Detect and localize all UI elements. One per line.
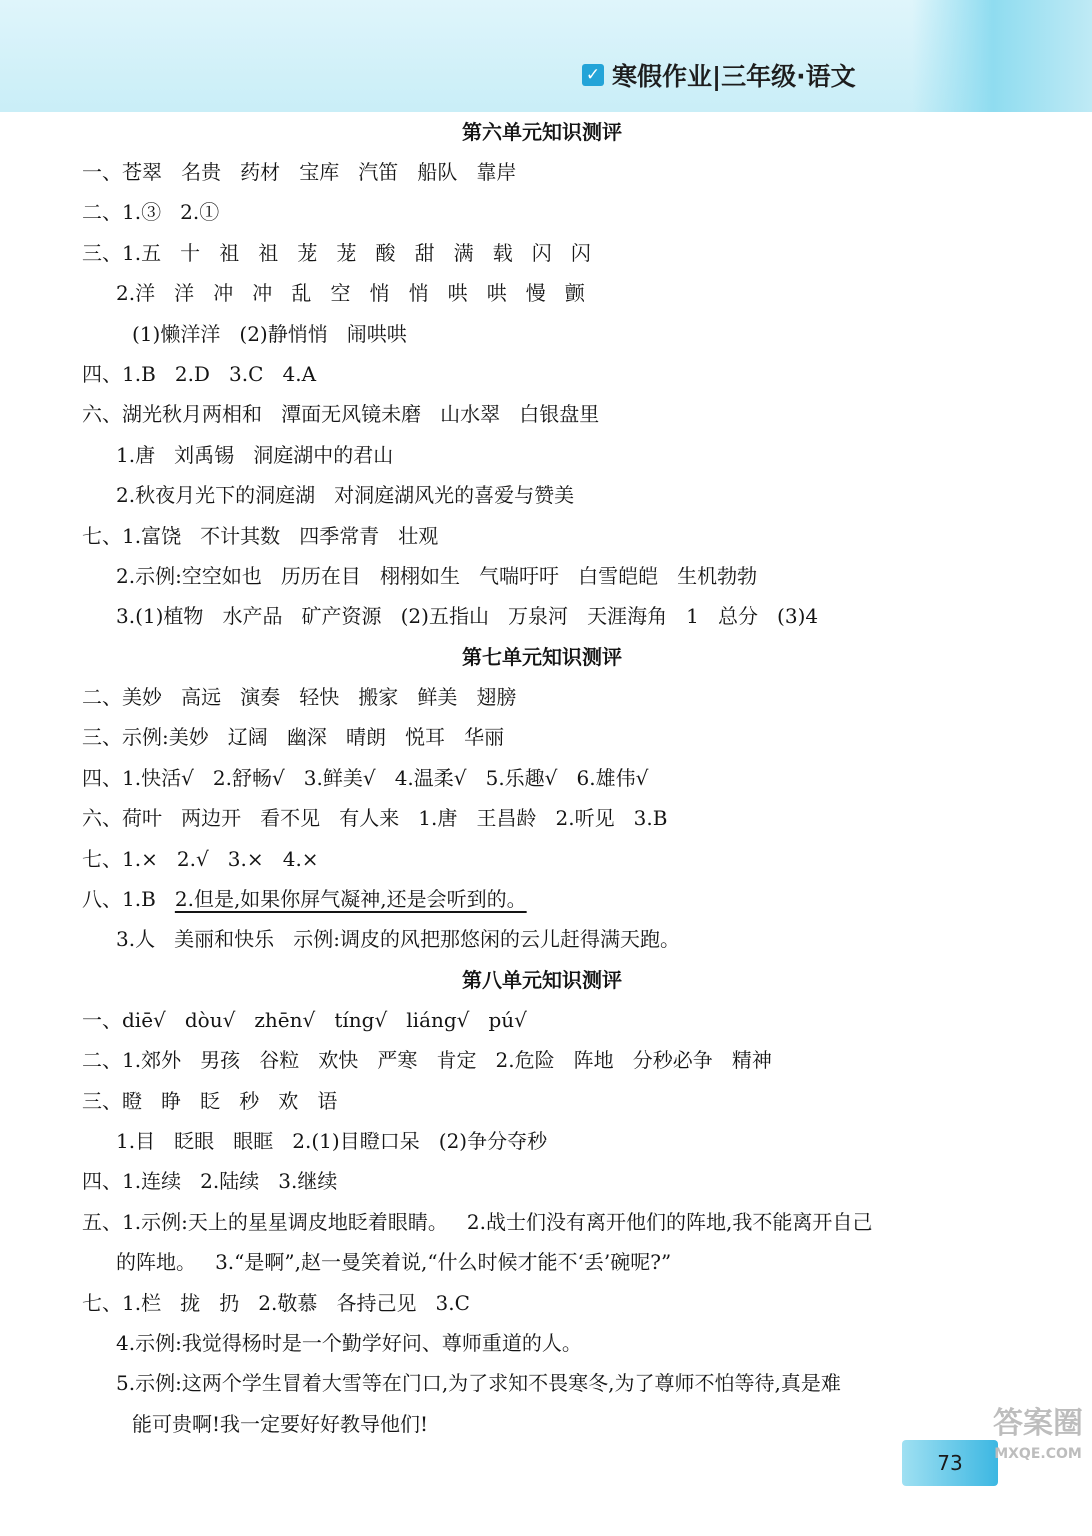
unit7-title: 第七单元知识测评 <box>462 644 622 669</box>
unit7-underlined-answer: 2.但是,如果你屏气凝神,还是会听到的。 <box>174 886 527 911</box>
unit6-line-10: 七、1.富饶 不计其数 四季常青 壮观 <box>82 523 439 548</box>
unit6-line-8: 1.唐 刘禹锡 洞庭湖中的君山 <box>116 442 394 467</box>
unit6-title: 第六单元知识测评 <box>462 120 622 144</box>
unit7-line-4: 六、荷叶 两边开 看不见 有人来 1.唐 王昌龄 2.听见 3.B <box>82 806 668 831</box>
unit7-line-1: 二、美妙 高远 演奏 轻快 搬家 鲜美 翅膀 <box>82 684 517 709</box>
unit7-line-6-prefix: 八、1.B <box>82 886 175 911</box>
unit8-line-6: 五、1.示例:天上的星星调皮地眨着眼睛。 2.战士们没有离开他们的阵地,我不能离开自己 <box>82 1209 873 1234</box>
unit6-line-3: 三、1.五 十 祖 祖 茏 茏 酸 甜 满 载 闪 闪 <box>82 240 591 265</box>
unit8-line-5: 四、1.连续 2.陆续 3.继续 <box>82 1169 338 1194</box>
unit6-line-12: 3.(1)植物 水产品 矿产资源 (2)五指山 万泉河 天涯海角 1 总分 (3)4 <box>116 604 819 629</box>
unit6-line-9: 2.秋夜月光下的洞庭湖 对洞庭湖风光的喜爱与赞美 <box>116 483 575 508</box>
unit7-line-2: 三、示例:美妙 辽阔 幽深 晴朗 悦耳 华丽 <box>82 725 505 750</box>
unit6-line-6: 四、1.B 2.D 3.C 4.A <box>82 362 317 387</box>
unit7-line-7: 3.人 美丽和快乐 示例:调皮的风把那悠闲的云儿赶得满天跑。 <box>116 927 680 952</box>
unit8-line-8: 七、1.栏 拢 扔 2.敬慕 各持己见 3.C <box>82 1290 470 1315</box>
unit6-line-2: 二、1.③ 2.① <box>82 200 220 225</box>
unit6-line-7: 六、湖光秋月两相和 潭面无风镜未磨 山水翠 白银盘里 <box>82 402 600 427</box>
unit8-line-7: 的阵地。 3.“是啊”,赵一曼笑着说,“什么时候才能不‘丢’碗呢?” <box>116 1250 672 1275</box>
unit7-line-3: 四、1.快活√ 2.舒畅√ 3.鲜美√ 4.温柔√ 5.乐趣√ 6.雄伟√ <box>82 765 649 790</box>
unit8-line-4: 1.目 眨眼 眼眶 2.(1)目瞪口呆 (2)争分夺秒 <box>116 1128 548 1153</box>
header-title <box>582 58 856 92</box>
unit7-line-6 <box>82 879 1002 919</box>
unit8-line-11: 能可贵啊!我一定要好好教导他们! <box>132 1411 429 1436</box>
watermark-text: 答案圈 <box>993 1406 1083 1441</box>
unit6-line-4: 2.洋 洋 冲 冲 乱 空 悄 悄 哄 哄 慢 颤 <box>116 281 585 306</box>
watermark-url: MXQE.COM <box>994 1446 1082 1462</box>
unit7-line-5: 七、1.× 2.√ 3.× 4.× <box>82 846 319 871</box>
header-title-text: 寒假作业|三年级·语文 <box>612 62 856 91</box>
page-number: 73 <box>902 1440 998 1486</box>
answer-content <box>82 112 1002 1444</box>
unit6-line-1: 一、苍翠 名贵 药材 宝库 汽笛 船队 靠岸 <box>82 160 517 184</box>
unit8-title: 第八单元知识测评 <box>462 967 622 992</box>
unit8-line-9: 4.示例:我觉得杨时是一个勤学好问、尊师重道的人。 <box>116 1330 582 1355</box>
watermark <box>990 1404 1086 1522</box>
unit8-line-2: 二、1.郊外 男孩 谷粒 欢快 严寒 肯定 2.危险 阵地 分秒必争 精神 <box>82 1048 772 1073</box>
unit8-line-10: 5.示例:这两个学生冒着大雪等在门口,为了求知不畏寒冬,为了尊师不怕等待,真是难 <box>116 1371 841 1396</box>
unit6-line-5: (1)懒洋洋 (2)静悄悄 闹哄哄 <box>132 321 407 346</box>
unit8-line-3: 三、瞪 睁 眨 秒 欢 语 <box>82 1088 338 1113</box>
header-accent <box>912 0 1092 112</box>
check-box-icon: ✓ <box>582 64 604 86</box>
unit6-line-11: 2.示例:空空如也 历历在目 栩栩如生 气喘吁吁 白雪皑皑 生机勃勃 <box>116 564 758 589</box>
unit8-line-1: 一、diē√ dòu√ zhēn√ tíng√ liáng√ pú√ <box>82 1007 527 1032</box>
